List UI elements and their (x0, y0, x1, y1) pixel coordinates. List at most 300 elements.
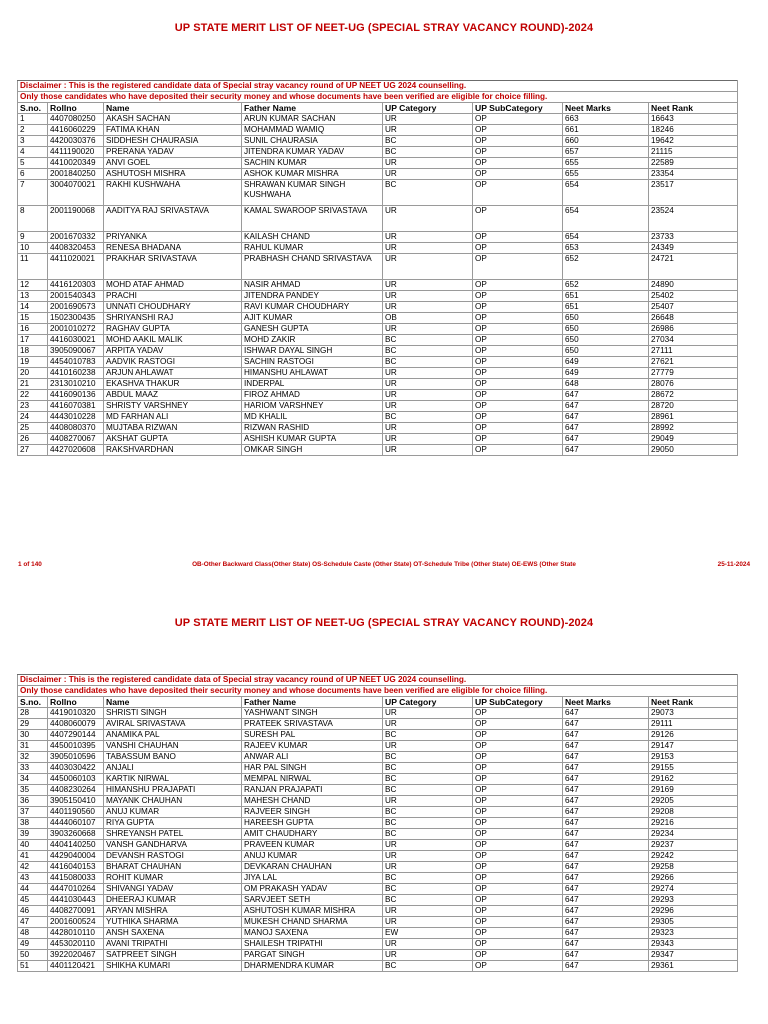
cell-rollno: 4429040004 (48, 851, 104, 862)
col-up-category: UP Category (383, 697, 473, 708)
cell-neet-marks: 650 (563, 335, 649, 346)
cell-name: ANVI GOEL (104, 158, 242, 169)
cell-name: MAYANK CHAUHAN (104, 796, 242, 807)
cell-neet-marks: 652 (563, 254, 649, 280)
table-row (18, 114, 738, 125)
cell-rollno: 4427020608 (48, 445, 104, 456)
cell-name: SHIVANGI YADAV (104, 884, 242, 895)
cell-up-subcategory: OP (473, 313, 563, 324)
table-row (18, 169, 738, 180)
cell-neet-marks: 647 (563, 445, 649, 456)
cell-up-category: UR (383, 206, 473, 232)
cell-name: AADVIK RASTOGI (104, 357, 242, 368)
cell-up-category: UR (383, 796, 473, 807)
cell-neet-marks: 647 (563, 884, 649, 895)
cell-up-subcategory: OP (473, 357, 563, 368)
table-row (18, 254, 738, 280)
cell-name: FATIMA KHAN (104, 125, 242, 136)
table-row (18, 818, 738, 829)
table-row (18, 291, 738, 302)
disclaimer-eligibility: Only those candidates who have deposited their security money and whose documents have been verified are eligible for choice filling. (18, 686, 738, 697)
cell-father-name: JITENDRA KUMAR YADAV (242, 147, 383, 158)
cell-father-name: ANWAR ALI (242, 752, 383, 763)
col-name: Name (104, 697, 242, 708)
cell-father-name: DEVKARAN CHAUHAN (242, 862, 383, 873)
cell-neet-marks: 654 (563, 206, 649, 232)
page-number: 1 of 140 (18, 561, 42, 568)
cell-sno: 23 (18, 401, 48, 412)
table-row (18, 906, 738, 917)
table-row (18, 445, 738, 456)
cell-neet-marks: 647 (563, 829, 649, 840)
table-row (18, 807, 738, 818)
cell-rollno: 2001690573 (48, 302, 104, 313)
cell-neet-rank: 16643 (649, 114, 738, 125)
cell-up-category: UR (383, 950, 473, 961)
cell-father-name: SACHIN KUMAR (242, 158, 383, 169)
cell-sno: 2 (18, 125, 48, 136)
cell-up-category: UR (383, 917, 473, 928)
cell-neet-marks: 657 (563, 147, 649, 158)
cell-up-category: UR (383, 368, 473, 379)
cell-up-subcategory: OP (473, 950, 563, 961)
cell-up-subcategory: OP (473, 851, 563, 862)
cell-up-category: BC (383, 884, 473, 895)
cell-neet-rank: 29347 (649, 950, 738, 961)
cell-neet-rank: 29050 (649, 445, 738, 456)
cell-neet-marks: 647 (563, 785, 649, 796)
cell-name: ANSH SAXENA (104, 928, 242, 939)
col-up-subcategory: UP SubCategory (473, 103, 563, 114)
cell-up-category: BC (383, 730, 473, 741)
cell-sno: 13 (18, 291, 48, 302)
cell-up-category: UR (383, 851, 473, 862)
cell-rollno: 4410020349 (48, 158, 104, 169)
cell-sno: 9 (18, 232, 48, 243)
cell-father-name: GANESH GUPTA (242, 324, 383, 335)
col-sno: S.no. (18, 697, 48, 708)
table-row (18, 313, 738, 324)
cell-father-name: JITENDRA PANDEY (242, 291, 383, 302)
cell-neet-rank: 29147 (649, 741, 738, 752)
cell-neet-marks: 647 (563, 708, 649, 719)
cell-rollno: 2001010272 (48, 324, 104, 335)
cell-up-subcategory: OP (473, 434, 563, 445)
table-row (18, 939, 738, 950)
cell-neet-marks: 647 (563, 961, 649, 972)
cell-neet-marks: 651 (563, 291, 649, 302)
table-row (18, 412, 738, 423)
cell-name: ANUJ KUMAR (104, 807, 242, 818)
table-row (18, 335, 738, 346)
cell-rollno: 3903260668 (48, 829, 104, 840)
cell-father-name: PRAVEEN KUMAR (242, 840, 383, 851)
cell-up-subcategory: OP (473, 401, 563, 412)
cell-up-category: UR (383, 302, 473, 313)
cell-rollno: 2313010210 (48, 379, 104, 390)
cell-up-category: OB (383, 313, 473, 324)
cell-up-subcategory: OP (473, 136, 563, 147)
cell-name: SIDDHESH CHAURASIA (104, 136, 242, 147)
cell-name: AKSHAT GUPTA (104, 434, 242, 445)
cell-sno: 14 (18, 302, 48, 313)
col-up-category: UP Category (383, 103, 473, 114)
cell-sno: 20 (18, 368, 48, 379)
cell-rollno: 3905010596 (48, 752, 104, 763)
cell-up-category: BC (383, 412, 473, 423)
cell-neet-rank: 25407 (649, 302, 738, 313)
cell-name: AKASH SACHAN (104, 114, 242, 125)
cell-up-subcategory: OP (473, 928, 563, 939)
cell-sno: 34 (18, 774, 48, 785)
table-row (18, 423, 738, 434)
cell-sno: 25 (18, 423, 48, 434)
cell-sno: 40 (18, 840, 48, 851)
cell-sno: 22 (18, 390, 48, 401)
cell-neet-rank: 29155 (649, 763, 738, 774)
table-row (18, 280, 738, 291)
cell-name: PRACHI (104, 291, 242, 302)
cell-sno: 4 (18, 147, 48, 158)
table-row (18, 851, 738, 862)
cell-rollno: 4407080250 (48, 114, 104, 125)
cell-father-name: AJIT KUMAR (242, 313, 383, 324)
cell-neet-rank: 29162 (649, 774, 738, 785)
cell-father-name: ASHUTOSH KUMAR MISHRA (242, 906, 383, 917)
cell-up-subcategory: OP (473, 291, 563, 302)
cell-father-name: RAHUL KUMAR (242, 243, 383, 254)
cell-father-name: HARIOM VARSHNEY (242, 401, 383, 412)
cell-up-subcategory: OP (473, 324, 563, 335)
cell-sno: 10 (18, 243, 48, 254)
cell-sno: 1 (18, 114, 48, 125)
cell-neet-marks: 650 (563, 324, 649, 335)
table-row (18, 401, 738, 412)
cell-up-category: BC (383, 763, 473, 774)
table-row (18, 840, 738, 851)
cell-sno: 5 (18, 158, 48, 169)
cell-neet-marks: 647 (563, 390, 649, 401)
cell-father-name: DHARMENDRA KUMAR (242, 961, 383, 972)
cell-up-subcategory: OP (473, 368, 563, 379)
cell-up-category: UR (383, 939, 473, 950)
cell-neet-rank: 23354 (649, 169, 738, 180)
cell-father-name: INDERPAL (242, 379, 383, 390)
cell-up-category: UR (383, 390, 473, 401)
cell-rollno: 4408080370 (48, 423, 104, 434)
cell-rollno: 4416120303 (48, 280, 104, 291)
cell-neet-rank: 27621 (649, 357, 738, 368)
cell-name: AVANI TRIPATHI (104, 939, 242, 950)
cell-father-name: KAMAL SWAROOP SRIVASTAVA (242, 206, 383, 232)
cell-up-subcategory: OP (473, 917, 563, 928)
cell-neet-rank: 25402 (649, 291, 738, 302)
cell-up-category: BC (383, 357, 473, 368)
cell-neet-marks: 647 (563, 862, 649, 873)
cell-rollno: 3922020467 (48, 950, 104, 961)
table-row (18, 158, 738, 169)
cell-up-subcategory: OP (473, 390, 563, 401)
cell-rollno: 4401120421 (48, 961, 104, 972)
cell-sno: 45 (18, 895, 48, 906)
col-father-name: Father Name (242, 103, 383, 114)
cell-up-subcategory: OP (473, 423, 563, 434)
cell-rollno: 3004070021 (48, 180, 104, 206)
cell-rollno: 4416040153 (48, 862, 104, 873)
page-title: UP STATE MERIT LIST OF NEET-UG (SPECIAL STRAY VACANCY ROUND)-2024 (174, 22, 594, 34)
cell-neet-marks: 647 (563, 950, 649, 961)
cell-neet-marks: 650 (563, 346, 649, 357)
cell-neet-rank: 21115 (649, 147, 738, 158)
cell-up-category: UR (383, 125, 473, 136)
cell-up-subcategory: OP (473, 818, 563, 829)
cell-name: AVIRAL SRIVASTAVA (104, 719, 242, 730)
table-row (18, 785, 738, 796)
cell-neet-marks: 647 (563, 730, 649, 741)
cell-neet-rank: 29361 (649, 961, 738, 972)
cell-up-subcategory: OP (473, 708, 563, 719)
cell-neet-rank: 29266 (649, 873, 738, 884)
cell-sno: 3 (18, 136, 48, 147)
cell-neet-marks: 654 (563, 232, 649, 243)
cell-sno: 35 (18, 785, 48, 796)
cell-rollno: 4447010264 (48, 884, 104, 895)
cell-up-subcategory: OP (473, 741, 563, 752)
cell-rollno: 4416060229 (48, 125, 104, 136)
cell-up-category: UR (383, 741, 473, 752)
cell-rollno: 4443010228 (48, 412, 104, 423)
cell-up-category: UR (383, 291, 473, 302)
col-father-name: Father Name (242, 697, 383, 708)
cell-neet-rank: 23524 (649, 206, 738, 232)
cell-neet-rank: 29274 (649, 884, 738, 895)
cell-neet-marks: 647 (563, 719, 649, 730)
table-row (18, 950, 738, 961)
cell-rollno: 4428010110 (48, 928, 104, 939)
cell-up-subcategory: OP (473, 125, 563, 136)
col-neet-marks: Neet Marks (563, 697, 649, 708)
cell-rollno: 4420030376 (48, 136, 104, 147)
cell-up-category: UR (383, 401, 473, 412)
cell-neet-rank: 23517 (649, 180, 738, 206)
cell-sno: 16 (18, 324, 48, 335)
cell-up-subcategory: OP (473, 796, 563, 807)
cell-up-category: BC (383, 785, 473, 796)
cell-neet-marks: 653 (563, 243, 649, 254)
cell-father-name: OM PRAKASH YADAV (242, 884, 383, 895)
cell-up-category: UR (383, 862, 473, 873)
cell-up-category: UR (383, 243, 473, 254)
cell-up-subcategory: OP (473, 752, 563, 763)
cell-up-category: UR (383, 114, 473, 125)
cell-up-category: UR (383, 379, 473, 390)
cell-name: BHARAT CHAUHAN (104, 862, 242, 873)
cell-sno: 42 (18, 862, 48, 873)
cell-neet-rank: 29323 (649, 928, 738, 939)
cell-name: ROHIT KUMAR (104, 873, 242, 884)
table-row (18, 147, 738, 158)
cell-rollno: 4408060079 (48, 719, 104, 730)
cell-father-name: MANOJ SAXENA (242, 928, 383, 939)
cell-rollno: 4403030422 (48, 763, 104, 774)
cell-name: EKASHVA THAKUR (104, 379, 242, 390)
cell-father-name: KAILASH CHAND (242, 232, 383, 243)
cell-neet-rank: 28720 (649, 401, 738, 412)
cell-up-subcategory: OP (473, 719, 563, 730)
cell-father-name: RIZWAN RASHID (242, 423, 383, 434)
cell-father-name: FIROZ AHMAD (242, 390, 383, 401)
table-row (18, 961, 738, 972)
cell-name: SHRISTY VARSHNEY (104, 401, 242, 412)
cell-up-subcategory: OP (473, 906, 563, 917)
cell-neet-marks: 647 (563, 796, 649, 807)
cell-father-name: MD KHALIL (242, 412, 383, 423)
col-rollno: Rollno (48, 103, 104, 114)
cell-neet-rank: 24721 (649, 254, 738, 280)
cell-sno: 15 (18, 313, 48, 324)
cell-neet-marks: 651 (563, 302, 649, 313)
cell-father-name: HAREESH GUPTA (242, 818, 383, 829)
cell-up-subcategory: OP (473, 807, 563, 818)
cell-rollno: 4444060107 (48, 818, 104, 829)
cell-name: PRAKHAR SRIVASTAVA (104, 254, 242, 280)
cell-up-category: UR (383, 434, 473, 445)
cell-neet-marks: 647 (563, 412, 649, 423)
cell-up-category: UR (383, 254, 473, 280)
cell-sno: 11 (18, 254, 48, 280)
cell-neet-rank: 19642 (649, 136, 738, 147)
cell-up-subcategory: OP (473, 939, 563, 950)
cell-neet-marks: 654 (563, 180, 649, 206)
cell-name: HIMANSHU PRAJAPATI (104, 785, 242, 796)
cell-rollno: 4408270091 (48, 906, 104, 917)
table-row (18, 884, 738, 895)
table-row (18, 730, 738, 741)
cell-neet-rank: 29073 (649, 708, 738, 719)
cell-up-category: UR (383, 906, 473, 917)
cell-father-name: RANJAN PRAJAPATI (242, 785, 383, 796)
table-row (18, 434, 738, 445)
cell-neet-rank: 29234 (649, 829, 738, 840)
cell-father-name: ASHISH KUMAR GUPTA (242, 434, 383, 445)
cell-rollno: 4453020110 (48, 939, 104, 950)
table-header (18, 697, 738, 708)
cell-up-category: UR (383, 280, 473, 291)
cell-neet-marks: 647 (563, 851, 649, 862)
cell-father-name: AMIT CHAUDHARY (242, 829, 383, 840)
cell-rollno: 4411020021 (48, 254, 104, 280)
cell-neet-marks: 648 (563, 379, 649, 390)
cell-sno: 21 (18, 379, 48, 390)
cell-neet-marks: 649 (563, 368, 649, 379)
cell-name: RAGHAV GUPTA (104, 324, 242, 335)
cell-neet-rank: 28992 (649, 423, 738, 434)
cell-sno: 26 (18, 434, 48, 445)
cell-neet-marks: 647 (563, 917, 649, 928)
cell-rollno: 4416030021 (48, 335, 104, 346)
cell-sno: 46 (18, 906, 48, 917)
cell-neet-rank: 24890 (649, 280, 738, 291)
cell-father-name: SARVJEET SETH (242, 895, 383, 906)
cell-neet-rank: 28076 (649, 379, 738, 390)
cell-neet-marks: 649 (563, 357, 649, 368)
cell-up-subcategory: OP (473, 206, 563, 232)
cell-up-subcategory: OP (473, 763, 563, 774)
cell-name: YUTHIKA SHARMA (104, 917, 242, 928)
table-row (18, 796, 738, 807)
table-row (18, 243, 738, 254)
cell-rollno: 4419010320 (48, 708, 104, 719)
cell-name: ANAMIKA PAL (104, 730, 242, 741)
cell-neet-rank: 29343 (649, 939, 738, 950)
cell-sno: 30 (18, 730, 48, 741)
cell-father-name: JIYA LAL (242, 873, 383, 884)
cell-name: VANSH GANDHARVA (104, 840, 242, 851)
cell-name: RAKHI KUSHWAHA (104, 180, 242, 206)
merit-table (17, 674, 738, 972)
cell-father-name: ARUN KUMAR SACHAN (242, 114, 383, 125)
cell-neet-rank: 27111 (649, 346, 738, 357)
cell-name: RAKSHVARDHAN (104, 445, 242, 456)
cell-neet-marks: 647 (563, 895, 649, 906)
cell-neet-rank: 29216 (649, 818, 738, 829)
cell-father-name: PARGAT SINGH (242, 950, 383, 961)
cell-neet-marks: 647 (563, 906, 649, 917)
cell-sno: 29 (18, 719, 48, 730)
table-header (18, 103, 738, 114)
cell-name: MUJTABA RIZWAN (104, 423, 242, 434)
cell-rollno: 4450010395 (48, 741, 104, 752)
cell-up-subcategory: OP (473, 169, 563, 180)
cell-sno: 32 (18, 752, 48, 763)
cell-up-category: UR (383, 423, 473, 434)
cell-name: DHEERAJ KUMAR (104, 895, 242, 906)
cell-neet-marks: 647 (563, 873, 649, 884)
cell-rollno: 4404140250 (48, 840, 104, 851)
cell-sno: 24 (18, 412, 48, 423)
category-legend: OB-Other Backward Class(Other State) OS-Schedule Caste (Other State) OT-Schedule Tribe (Other State) OE-EWS (Other State (192, 561, 576, 568)
cell-name: SATPREET SINGH (104, 950, 242, 961)
cell-neet-rank: 27034 (649, 335, 738, 346)
cell-father-name: OMKAR SINGH (242, 445, 383, 456)
cell-neet-rank: 22589 (649, 158, 738, 169)
cell-father-name: SHRAWAN KUMAR SINGH KUSHWAHA (242, 180, 383, 206)
col-neet-marks: Neet Marks (563, 103, 649, 114)
table-row (18, 324, 738, 335)
cell-up-category: UR (383, 232, 473, 243)
cell-father-name: PRATEEK SRIVASTAVA (242, 719, 383, 730)
cell-neet-rank: 28672 (649, 390, 738, 401)
cell-sno: 48 (18, 928, 48, 939)
disclaimer-eligibility: Only those candidates who have deposited their security money and whose documents have been verified are eligible for choice filling. (18, 92, 738, 103)
cell-sno: 28 (18, 708, 48, 719)
cell-name: SHRISTI SINGH (104, 708, 242, 719)
cell-sno: 33 (18, 763, 48, 774)
cell-sno: 19 (18, 357, 48, 368)
cell-neet-rank: 18246 (649, 125, 738, 136)
cell-neet-rank: 29242 (649, 851, 738, 862)
cell-rollno: 4407290144 (48, 730, 104, 741)
cell-name: DEVANSH RASTOGI (104, 851, 242, 862)
cell-neet-marks: 650 (563, 313, 649, 324)
cell-neet-rank: 29208 (649, 807, 738, 818)
table-row (18, 895, 738, 906)
cell-up-subcategory: OP (473, 379, 563, 390)
cell-neet-marks: 647 (563, 401, 649, 412)
cell-up-category: UR (383, 324, 473, 335)
cell-up-subcategory: OP (473, 774, 563, 785)
cell-up-subcategory: OP (473, 335, 563, 346)
